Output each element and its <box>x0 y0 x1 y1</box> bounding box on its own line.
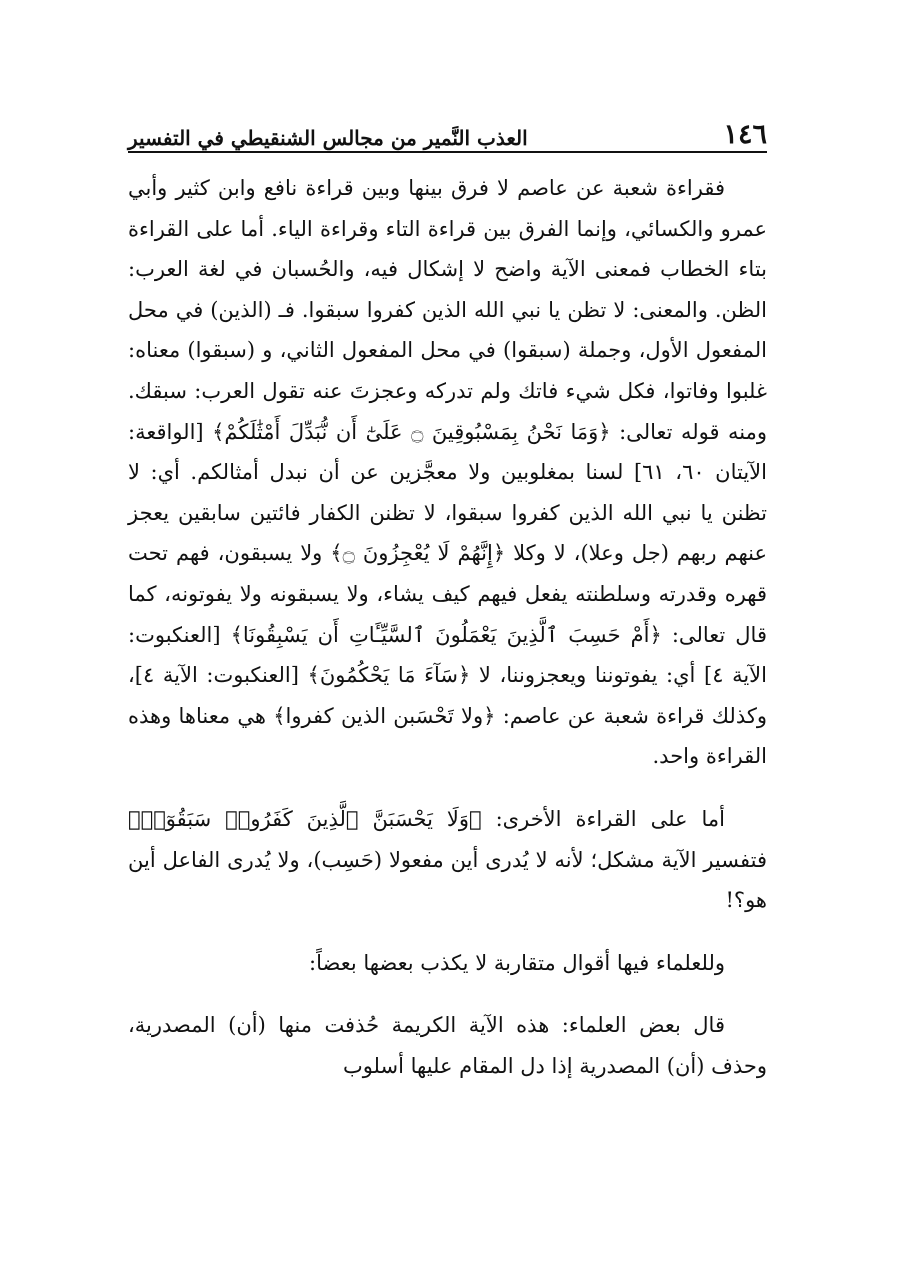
header-divider <box>128 151 767 153</box>
paragraph-3: وللعلماء فيها أقوال متقاربة لا يكذب بعضها بعضاً: <box>309 950 725 975</box>
page-body <box>128 168 767 1086</box>
paragraph-1: فقراءة شعبة عن عاصم لا فرق بينها وبين قراءة نافع وابن كثير وأبي عمرو والكسائي، وإنما الفرق بين قراءة التاء وقراءة الياء. أما على القراءة بتاء الخطاب فمعنى الآية واضح لا إشكال فيه، والحُسبان في لغة العرب: الظن. والمعنى: لا تظن يا نبي الله الذين كفروا سبقوا. فـ (الذين) في محل المفعول الأول، وجملة (سبقوا) في محل المفعول الثاني، و (سبقوا) معناه: غلبوا وفاتوا، فكل شيء فاتك ولم تدركه وعجزتَ عنه تقول العرب: سبقك. ومنه قوله تعالى: ﴿وَمَا نَحْنُ بِمَسْبُوقِينَ ۝ عَلَىٰٓ أَن نُّبَدِّلَ أَمْثَٰلَكُمْ﴾ [الواقعة: الآيتان ٦٠، ٦١] لسنا بمغلوبين ولا معجَّزين عن أن نبدل أمثالكم. أي: لا تظنن يا نبي الله الذين كفروا سبقوا، لا تظنن الكفار فائتين سابقين يعجز عنهم ربهم (جل وعلا)، لا وكلا ﴿إِنَّهُمْ لَا يُعْجِزُونَ ۝﴾ ولا يسبقون، فهم تحت قهره وقدرته وسلطنته يفعل فيهم كيف يشاء، ولا يسبقونه ولا يفوتونه، كما قال تعالى: ﴿أَمْ حَسِبَ ٱلَّذِينَ يَعْمَلُونَ ٱلسَّيِّـَٔاتِ أَن يَسْبِقُونَا﴾ [العنكبوت: الآية ٤] أي: يفوتوننا ويعجزوننا، لا ﴿سَآءَ مَا يَحْكُمُونَ﴾ [العنكبوت: الآية ٤]، وكذلك قراءة شعبة عن عاصم: ﴿ولا تَحْسَبن الذين كفروا﴾ هي معناها وهذه القراءة واحد. <box>128 176 767 769</box>
page-number: ١٤٦ <box>723 119 767 150</box>
page-header <box>128 112 767 148</box>
paragraph-4: قال بعض العلماء: هذه الآية الكريمة حُذفت منها (أن) المصدرية، وحذف (أن) المصدرية إذا دل المقام عليها أسلوب <box>128 1013 767 1078</box>
running-title: العذب النَّمير من مجالس الشنقيطي في التفسير <box>128 126 528 150</box>
paragraph-2: أما على القراءة الأخرى: ﴿وَلَا يَحْسَبَنَّ ٱلَّذِينَ كَفَرُوا۟ سَبَقُوٓا۟﴾ فتفسير الآية مشكل؛ لأنه لا يُدرى أين مفعولا (حَسِب)، ولا يُدرى الفاعل أين هو؟! <box>128 806 767 913</box>
